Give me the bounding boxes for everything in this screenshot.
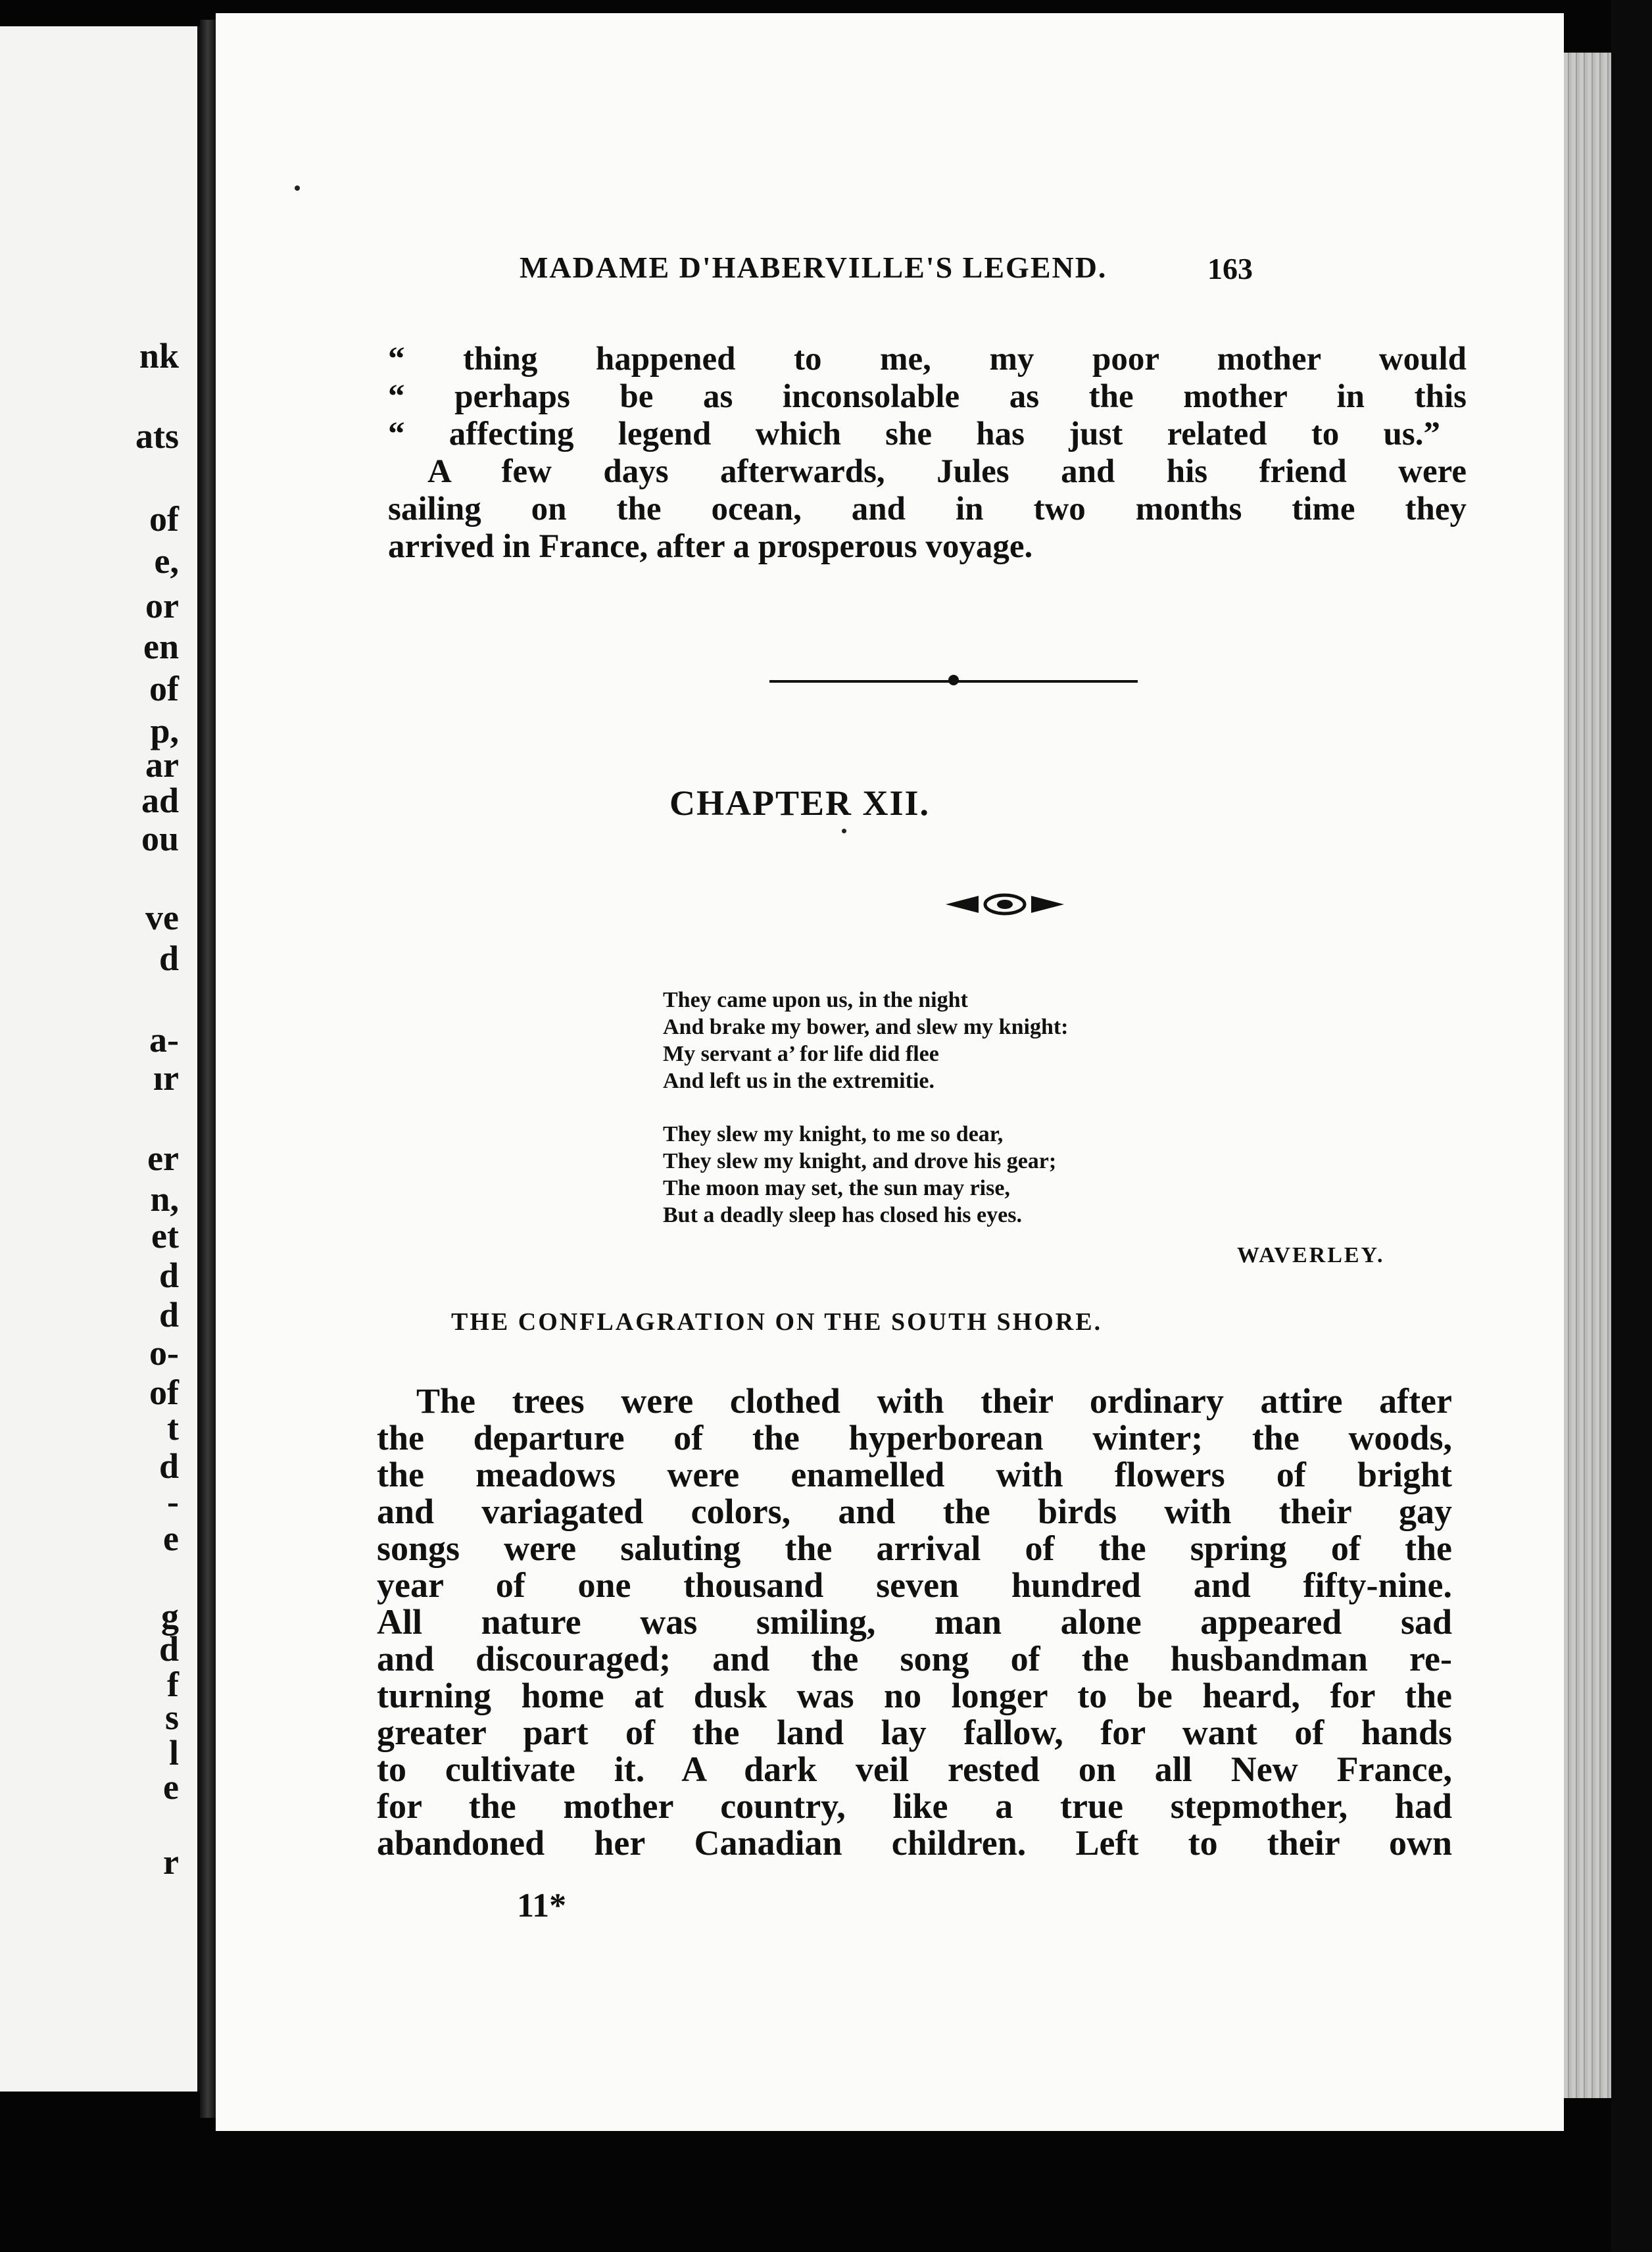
facing-page-fragment-text: nk	[139, 336, 179, 376]
page-number: 163	[1207, 252, 1253, 285]
facing-page-fragment-text: e	[163, 1519, 179, 1558]
facing-page-fragment-text: ır	[153, 1058, 179, 1098]
verse-line: And left us in the extremitie.	[663, 1069, 935, 1093]
text-line: songs were saluting the arrival of the spring of the	[377, 1529, 1452, 1568]
facing-page-fragment-text: ou	[141, 819, 179, 858]
facing-page-fragment-text: n,	[150, 1179, 179, 1219]
facing-page-fragment-text: e,	[154, 541, 179, 581]
text-line: turning home at dusk was no longer to be heard, for the	[377, 1676, 1452, 1715]
book-gutter	[200, 20, 216, 2118]
facing-page-fragment-text: ats	[135, 416, 179, 456]
facing-page-fragment-text: s	[164, 1698, 179, 1737]
facing-page-fragment-text: -	[167, 1482, 179, 1521]
section-heading: THE CONFLAGRATION ON THE SOUTH SHORE.	[451, 1308, 1103, 1336]
facing-page-fragment-text: l	[168, 1733, 179, 1773]
facing-page-fragment-text: er	[147, 1138, 179, 1178]
text-line: to cultivate it. A dark veil rested on all New France,	[377, 1750, 1452, 1789]
facing-page-fragment-text: e	[163, 1767, 179, 1807]
facing-page-fragment-text: t	[167, 1408, 179, 1448]
text-line: sailing on the ocean, and in two months time they	[388, 491, 1467, 527]
page-content	[216, 13, 1564, 2131]
opening-paragraph	[388, 341, 1467, 566]
verse-line: They slew my knight, to me so dear,	[663, 1122, 1004, 1146]
verse-line: My servant a’ for life did flee	[663, 1042, 939, 1066]
text-line: “ thing happened to me, my poor mother would	[388, 341, 1467, 378]
facing-page-fragment-text: d	[158, 1295, 179, 1334]
verse-line: And brake my bower, and slew my knight:	[663, 1015, 1069, 1039]
facing-page-fragment	[0, 26, 200, 2092]
facing-page-fragment-text: ar	[145, 745, 179, 785]
facing-page-fragment-text: et	[151, 1216, 179, 1256]
verse-line: They slew my knight, and drove his gear;	[663, 1149, 1057, 1173]
text-line: All nature was smiling, man alone appeared sad	[377, 1602, 1452, 1642]
text-line: and discouraged; and the song of the husbandman re-	[377, 1639, 1452, 1678]
verse-line: The moon may set, the sun may rise,	[663, 1176, 1010, 1200]
facing-page-fragment-text: f	[167, 1665, 179, 1704]
facing-page-fragment-text: o-	[149, 1333, 179, 1373]
facing-page-fragment-text: of	[149, 1373, 179, 1412]
text-line: The trees were clothed with their ordinary attire after	[416, 1381, 1452, 1421]
text-line: “ affecting legend which she has just related to us.”	[388, 416, 1440, 453]
facing-page-fragment-text: a-	[149, 1020, 179, 1060]
facing-page-fragment-text: d	[158, 1629, 179, 1669]
decorative-flourish-icon	[939, 888, 1071, 921]
facing-page-fragment-text: ad	[141, 781, 179, 820]
rule-dot-ornament	[948, 675, 959, 685]
scan-border	[1611, 0, 1652, 2252]
facing-page-fragment-text: of	[149, 499, 179, 539]
ink-speck	[842, 829, 846, 833]
facing-page-fragment-text: en	[143, 627, 179, 666]
page-163	[216, 13, 1564, 2131]
text-line: and variagated colors, and the birds with their gay	[377, 1492, 1452, 1531]
text-line: greater part of the land lay fallow, for want of hands	[377, 1713, 1452, 1752]
text-line: A few days afterwards, Jules and his friend were	[427, 453, 1467, 490]
facing-page-text	[0, 26, 197, 2092]
text-line: abandoned her Canadian children. Left to their own	[377, 1823, 1452, 1863]
text-line: the departure of the hyperborean winter; the woods,	[377, 1418, 1452, 1457]
signature-mark: 11*	[517, 1887, 567, 1924]
body-paragraph	[377, 1383, 1452, 1861]
facing-page-fragment-text: ve	[145, 898, 179, 937]
facing-page-fragment-text: d	[158, 1446, 179, 1486]
facing-page-fragment-text: or	[145, 586, 179, 625]
facing-page-fragment-text: of	[149, 669, 179, 708]
text-line: year of one thousand seven hundred and fifty-nine.	[377, 1565, 1452, 1605]
facing-page-fragment-text: p,	[150, 711, 179, 750]
facing-page-fragment-text: d	[158, 939, 179, 978]
verse-line: But a deadly sleep has closed his eyes.	[663, 1203, 1022, 1227]
epigraph-poem	[663, 987, 1321, 1255]
facing-page-fragment-text: r	[163, 1842, 179, 1882]
page-edges	[1564, 53, 1611, 2098]
running-head: MADAME D'HABERVILLE'S LEGEND.	[520, 251, 1107, 284]
text-line: arrived in France, after a prosperous voyage.	[388, 528, 1033, 565]
stanza-2	[663, 1121, 1321, 1229]
verse-line: They came upon us, in the night	[663, 988, 968, 1012]
chapter-title: CHAPTER XII.	[669, 783, 931, 823]
text-line: the meadows were enamelled with flowers of bright	[377, 1455, 1452, 1494]
facing-page-fragment-text: g	[161, 1596, 179, 1636]
epigraph-attribution: WAVERLEY.	[1237, 1243, 1385, 1267]
text-line: for the mother country, like a true stepmother, had	[377, 1786, 1452, 1826]
facing-page-fragment-text: d	[158, 1256, 179, 1295]
ink-speck	[295, 185, 300, 191]
text-line: “ perhaps be as inconsolable as the mother in this	[388, 378, 1467, 415]
stanza-1	[663, 987, 1321, 1094]
